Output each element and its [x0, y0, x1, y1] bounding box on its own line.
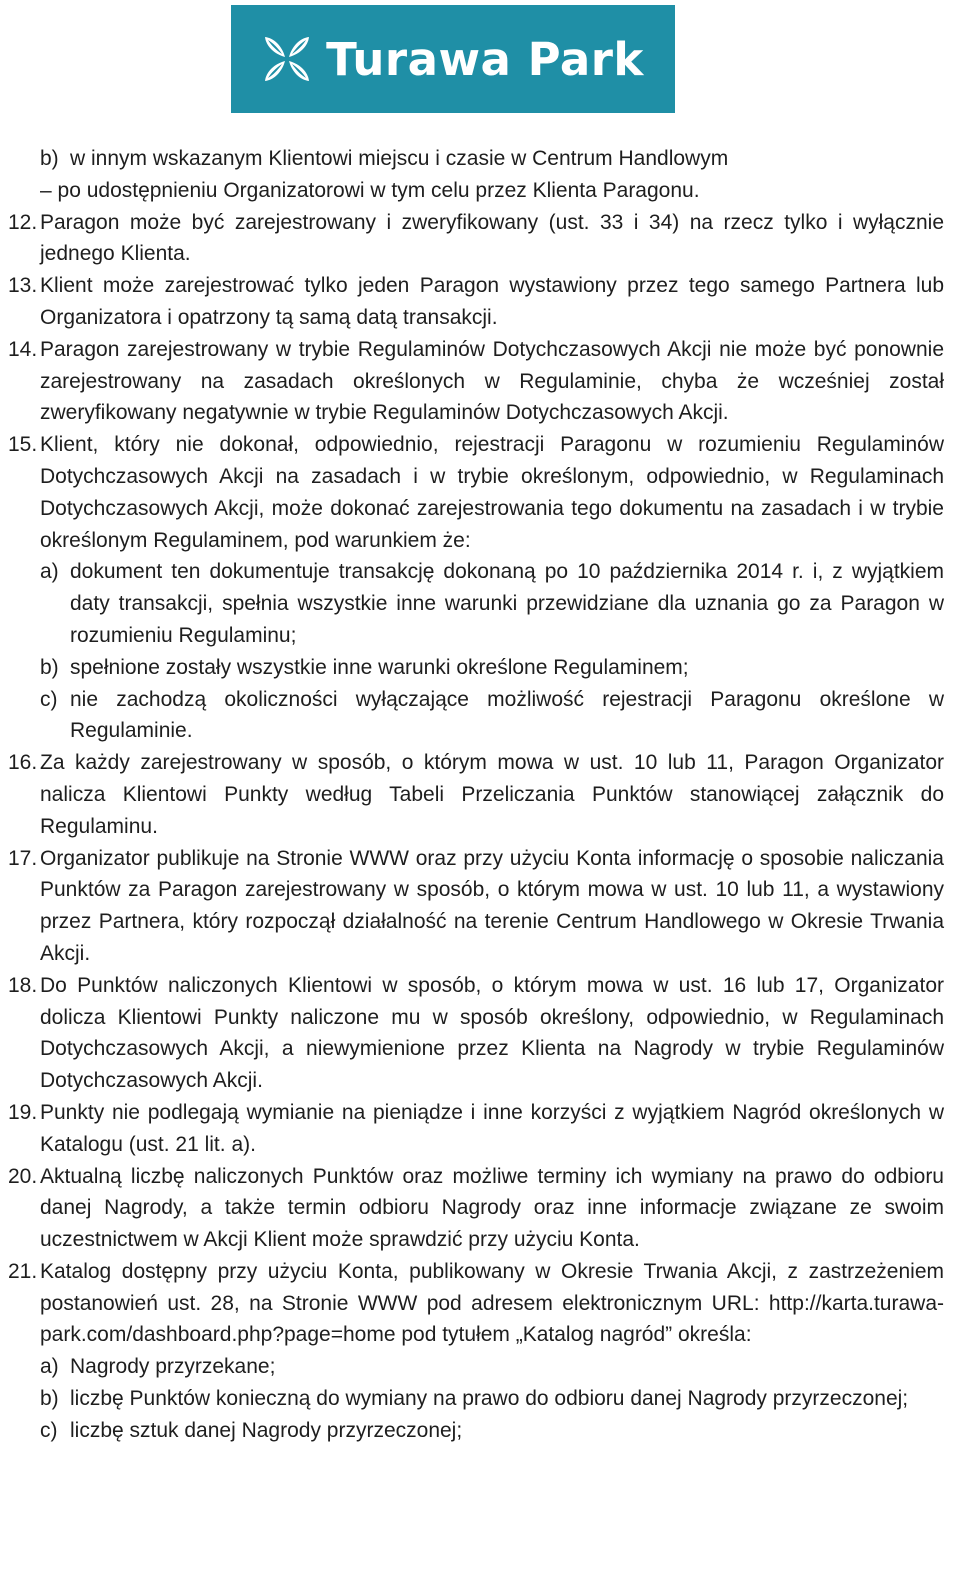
- regulation-item: [8, 429, 944, 747]
- item-number: 13.: [8, 274, 38, 298]
- sub-item: [40, 1383, 944, 1415]
- regulation-item: [8, 334, 944, 429]
- regulation-item: [8, 1161, 944, 1256]
- item-text: Katalog dostępny przy użyciu Konta, publikowany w Okresie Trwania Akcji, z zastrzeżeniem postanowień ust. 28, na Stronie WWW pod adresem elektronicznym URL: http://karta.turawa-park.com/dashboard.php?page=home pod tytułem „Katalog nagród” określa:: [40, 1259, 944, 1347]
- item-number: 18.: [8, 973, 38, 997]
- sub-item: [40, 652, 944, 684]
- header-logo: [231, 5, 675, 113]
- leaf-cross-icon: [262, 34, 312, 84]
- sub-item-letter: b): [40, 655, 59, 679]
- sub-item: [40, 1351, 944, 1383]
- item-number: 21.: [8, 1259, 38, 1283]
- sub-item-letter: c): [40, 687, 58, 711]
- regulation-item: [8, 1097, 944, 1161]
- sub-item-letter: a): [40, 560, 59, 584]
- item-text: Klient, który nie dokonał, odpowiednio, rejestracji Paragonu w rozumieniu Regulaminów Dotychczasowych Akcji na zasadach i w trybie określonym, odpowiednio, w Regulaminach Dotychczasowych Akcji, może dokonać zarejestrowania tego dokumentu na zasadach i w trybie określonym Regulaminem, pod warunkiem że:: [40, 433, 944, 552]
- sub-item-letter: a): [40, 1355, 59, 1379]
- intro-continuation: – po udostępnieniu Organizatorowi w tym celu przez Klienta Paragonu.: [40, 178, 700, 202]
- sub-item: [40, 684, 944, 748]
- item-text: Punkty nie podlegają wymianie na pieniądze i inne korzyści z wyjątkiem Nagród określonych w Katalogu (ust. 21 lit. a).: [40, 1100, 944, 1156]
- item-text: Do Punktów naliczonych Klientowi w sposób, o którym mowa w ust. 16 lub 17, Organizator dolicza Klientowi Punkty naliczone mu w sposób określony, odpowiednio, w Regulaminach Dotychczasowych Akcji, a niewymienione przez Klienta na Nagrody w trybie Regulaminów Dotychczasowych Akcji.: [40, 973, 944, 1093]
- logo-text: Turawa Park: [326, 32, 644, 86]
- logo-content: [262, 33, 644, 86]
- sub-item: [40, 556, 944, 651]
- regulation-item: [8, 747, 944, 842]
- item-text: Klient może zarejestrować tylko jeden Paragon wystawiony przez tego samego Partnera lub Organizatora i opatrzony tą samą datą transakcji.: [40, 274, 944, 329]
- item-text: Aktualną liczbę naliczonych Punktów oraz możliwe terminy ich wymiany na prawo do odbioru danej Nagrody, a także termin odbioru Nagrody oraz inne informacje związane ze swoim uczestnictwem w Akcji Klient może sprawdzić przy użyciu Konta.: [40, 1164, 944, 1252]
- regulation-item: [8, 843, 944, 970]
- item-number: 20.: [8, 1164, 38, 1188]
- sub-item-letter: b): [40, 1387, 59, 1411]
- intro-text: w innym wskazanym Klientowi miejscu i czasie w Centrum Handlowym: [70, 147, 729, 170]
- sub-item-text: Nagrody przyrzekane;: [70, 1355, 276, 1379]
- regulation-item: [8, 270, 944, 334]
- item-number: 16.: [8, 751, 38, 775]
- intro-letter: b): [40, 147, 59, 170]
- sub-item-letter: c): [40, 1418, 58, 1442]
- sub-item-text: spełnione zostały wszystkie inne warunki określone Regulaminem;: [70, 655, 689, 679]
- item-number: 14.: [8, 337, 38, 361]
- item-text: Paragon może być zarejestrowany i zweryfikowany (ust. 33 i 34) na rzecz tylko i wyłącznie jednego Klienta.: [40, 210, 944, 266]
- item-number: 12.: [8, 210, 38, 234]
- regulation-items: [8, 207, 944, 1447]
- regulation-item: [8, 970, 944, 1097]
- regulation-item: [8, 207, 944, 271]
- item-text: Paragon zarejestrowany w trybie Regulaminów Dotychczasowych Akcji nie może być ponownie zarejestrowany na zasadach określonych w Regulaminie, chyba że wcześniej został zweryfikowany negatywnie w trybie Regulaminów Dotychczasowych Akcji.: [40, 337, 944, 425]
- sub-item-text: nie zachodzą okoliczności wyłączające możliwość rejestracji Paragonu określone w Regulaminie.: [70, 687, 944, 743]
- intro-subitem: [8, 143, 944, 207]
- regulation-document: [8, 143, 944, 1447]
- item-number: 19.: [8, 1100, 38, 1124]
- item-text: Za każdy zarejestrowany w sposób, o którym mowa w ust. 10 lub 11, Paragon Organizator nalicza Klientowi Punkty według Tabeli Przeliczania Punktów stanowiącej załącznik do Regulaminu.: [40, 751, 944, 838]
- sub-item-text: liczbę Punktów konieczną do wymiany na prawo do odbioru danej Nagrody przyrzeczonej;: [70, 1387, 909, 1411]
- sub-item-text: dokument ten dokumentuje transakcję dokonaną po 10 października 2014 r. i, z wyjątkiem daty transakcji, spełnia wszystkie inne warunki przewidziane dla uznania go za Paragon w rozumieniu Regulaminu;: [70, 560, 944, 647]
- item-number: 17.: [8, 846, 38, 870]
- item-text: Organizator publikuje na Stronie WWW oraz przy użyciu Konta informację o sposobie naliczania Punktów za Paragon zarejestrowany w sposób, o którym mowa w ust. 10 lub 11, a wystawiony przez Partnera, który rozpoczął działalność na terenie Centrum Handlowego w Okresie Trwania Akcji.: [40, 846, 944, 965]
- sub-item: [40, 1415, 944, 1447]
- regulation-item: [8, 1256, 944, 1447]
- sub-item-text: liczbę sztuk danej Nagrody przyrzeczonej;: [70, 1418, 463, 1442]
- item-number: 15.: [8, 433, 38, 457]
